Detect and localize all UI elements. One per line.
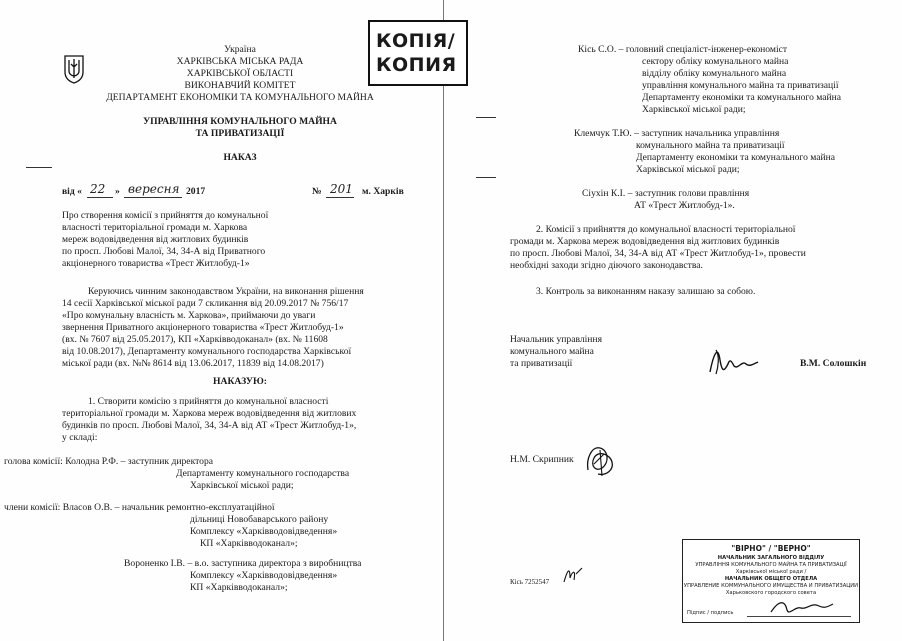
signatory-line: та приватизації [510,358,573,369]
member-kis-line: Харківської міської ради; [642,104,746,115]
cert-stamp-line: УПРАВЛІННЯ КОМУНАЛЬНОГО МАЙНА ТА ПРИВАТИЗАЦІЇ [695,562,847,568]
date-prefix: від « [62,186,82,197]
second-signatory-name: Н.М. Скрипник [510,454,574,465]
preamble-line: міської ради (вх. №№ 8614 від 13.06.2017, 11839 від 14.08.2017) [62,358,324,369]
page-divider [443,0,444,641]
members-line: Комплексу «Харківводовідведення» [190,526,338,537]
member-voronenko-line: КП «Харківводоканал»; [190,582,288,593]
cert-signature-icon [767,596,837,618]
signatory-name: В.М. Солошкін [800,358,867,369]
member-voronenko-line: Комплексу «Харківводовідведення» [190,570,338,581]
chair-line: голова комісії: Колодна Р.Ф. – заступник директора [4,456,214,467]
item2-line: необхідні заходи згідно діючого законодавства. [510,260,703,271]
copy-stamp-line-2: КОПИЯ [376,54,457,76]
cert-stamp-line: УПРАВЛЕНИЕ КОММУНАЛЬНОГО ИМУЩЕСТВА И ПРИВАТИЗАЦИИ [683,583,859,589]
org-line-3: ВИКОНАВЧИЙ КОМІТЕТ [184,80,296,91]
cert-stamp-line: "ВІРНО" / "ВЕРНО" [731,544,811,553]
subject-line: Про створення комісії з прийняття до комунальної [62,210,269,221]
member-klemchuk-line: комунального майна та приватизації [636,140,785,151]
signatory-line: комунального майна [510,346,594,357]
member-siuhin-line: Сіухін К.І. – заступник голови правління [582,188,750,199]
date-day-underline [87,197,113,198]
preamble-line: від 10.08.2017), Департаменту комунального господарства Харківської [62,346,352,357]
signatory-line: Начальник управління [510,334,602,345]
director-signature-icon [704,342,760,378]
subject-line: по просп. Любові Малої, 34, 34-А від Приватного [62,246,266,257]
date-quote: » [115,186,120,197]
org-line-2: ХАРКІВСЬКОЇ ОБЛАСТІ [186,68,294,79]
cert-stamp-line: Харківської міської ради / [735,569,807,575]
order-heading: НАКАЗУЮ: [213,376,267,387]
member-voronenko-line: Вороненко І.В. – в.о. заступника директора з виробництва [124,558,362,569]
preamble-line: «Про комунальну власність м. Харкова», приймаючи до уваги [62,310,316,321]
members-line: КП «Харківводоканал»; [200,538,298,549]
date-month: вересня [128,182,180,196]
item2-line: громади м. Харкова мереж водовідведення від житлових будинків [510,236,780,247]
order-number-underline [326,197,354,198]
document-type: НАКАЗ [223,152,257,163]
certification-stamp [682,539,860,623]
item1-line: 1. Створити комісію з прийняття до комунальної власності [88,396,329,407]
dept-line-1: УПРАВЛІННЯ КОМУНАЛЬНОГО МАЙНА [143,116,337,127]
member-kis-line: Департаменту економіки та комунального майна [642,92,842,103]
margin-rule [26,167,52,168]
cert-stamp-line: НАЧАЛЬНИК ОБЩЕГО ОТДЕЛА [724,576,818,582]
member-siuhin-line: АТ «Трест Житлобуд-1». [634,200,735,211]
org-line-1: ХАРКІВСЬКА МІСЬКА РАДА [176,56,304,67]
country-name: Україна [224,44,256,55]
order-number: 201 [330,182,353,196]
place: м. Харків [362,186,404,197]
member-kis-line: відділу обліку комунального майна [642,68,787,79]
member-kis-line: управління комунального майна та приватизації [642,80,839,91]
members-line: члени комісії: Власов О.В. – начальник ремонтно-експлуатаційної [4,502,275,513]
item1-line: у складі: [62,432,98,443]
subject-line: акціонерного товариства «Трест Житлобуд-1» [62,258,250,269]
members-line: дільниці Новобаварського району [190,514,329,525]
order-page-left [0,0,446,641]
member-kis-line: сектору обліку комунального майна [642,56,789,67]
cert-stamp-line: Підпис / подпись [687,610,734,616]
member-klemchuk-line: Клемчук Т.Ю. – заступник начальника управління [574,128,780,139]
org-line-4: ДЕПАРТАМЕНТ ЕКОНОМІКИ ТА КОМУНАЛЬНОГО МАЙНА [106,92,374,103]
cert-stamp-line: НАЧАЛЬНИК ЗАГАЛЬНОГО ВІДДІЛУ [717,555,825,561]
preamble-line: звернення Приватного акціонерного товариства «Трест Житлобуд-1» [62,322,344,333]
member-kis-line: Кісь С.О. – головний спеціаліст-інженер-економіст [578,44,788,55]
member-klemchuk-line: Департаменту економіки та комунального майна [636,152,836,163]
item2-line: по просп. Любові Малої, 34, 34-А від АТ «Трест Житлобуд-1», провести [510,248,806,259]
member-klemchuk-line: Харківської міської ради; [636,164,740,175]
copy-stamp-line-1: КОПІЯ/ [376,30,456,52]
preamble-line: (вх. № 7607 від 25.05.2017), КП «Харківводоканал» (вх. № 11608 [62,334,328,345]
section-rule [476,117,496,118]
number-prefix: № [312,186,322,197]
item1-line: територіальної громади м. Харкова мереж водовідведення від житлових [62,408,357,419]
item3-line: 3. Контроль за виконанням наказу залишаю за собою. [536,286,756,297]
cert-stamp-line: Харьковского городского совета [725,590,817,596]
section-rule [476,177,496,178]
subject-line: мереж водовідведення від житлових будинків [62,234,249,245]
item2-line: 2. Комісії з прийняття до комунальної власності територіальної [536,224,796,235]
dept-line-2: ТА ПРИВАТИЗАЦІЇ [195,128,285,139]
subject-line: власності територіальної громади м. Харкова [62,222,248,233]
footer-ref: Кісь 7252547 [510,578,550,586]
skrypnyk-signature-icon [580,440,620,480]
item1-line: будинків по просп. Любові Малої, 34, 34-А від АТ «Трест Житлобуд-1», [62,420,357,431]
preamble-line: Керуючись чинним законодавством України, на виконання рішення [88,286,364,297]
date-year: 2017 [186,186,206,197]
date-month-underline [124,197,182,198]
footer-initials-icon [560,564,586,586]
coat-of-arms-icon [63,54,85,84]
date-day: 22 [90,182,106,196]
chair-line: Департаменту комунального господарства [176,468,350,479]
chair-line: Харківської міської ради; [190,480,294,491]
preamble-line: 14 сесії Харківської міської ради 7 скликання від 20.09.2017 № 756/17 [62,298,349,309]
